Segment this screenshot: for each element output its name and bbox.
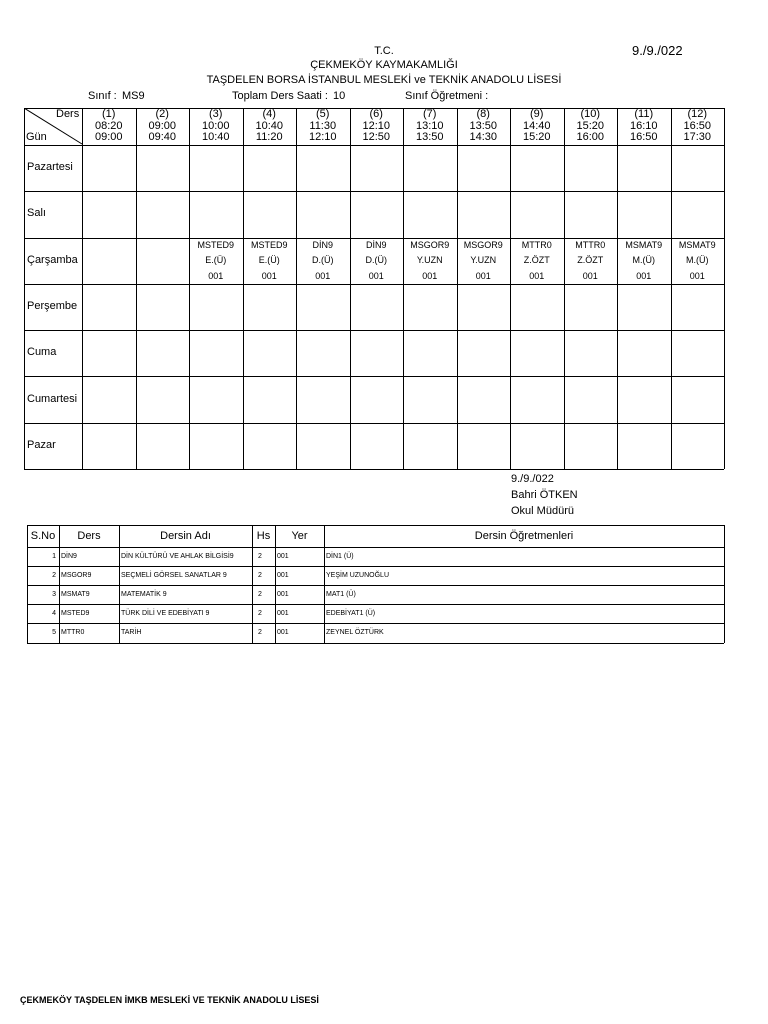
grid-col-line: [243, 108, 244, 469]
period-no: (4): [262, 108, 276, 120]
lesson-code: DİN9: [365, 239, 387, 250]
header-district: ÇEKMEKÖY KAYMAKAMLIĞI: [310, 59, 458, 71]
period-start: 11:30: [309, 119, 337, 132]
grid-col-line: [724, 108, 725, 469]
lesson-teacher: D.(Ü): [312, 255, 334, 266]
info-cell-no: 1: [52, 553, 56, 560]
period-end: 15:20: [522, 131, 551, 143]
footer-school: ÇEKMEKÖY TAŞDELEN İMKB MESLEKİ VE TEKNİK ANADOLU LİSESİ: [20, 995, 319, 1005]
lesson-code: MTTR0: [575, 239, 606, 250]
signature-date: 9./9./022: [511, 473, 554, 485]
header-sno: S.No: [30, 530, 56, 542]
info-row-line: [27, 604, 724, 605]
period-header: [243, 109, 297, 144]
header-yer: Yer: [291, 530, 308, 542]
info-col-line: [27, 525, 28, 643]
lesson-code: MSTED9: [250, 239, 288, 250]
lesson-code: DİN9: [312, 239, 333, 250]
info-cell-name: SEÇMELİ GÖRSEL SANATLAR 9: [121, 572, 227, 579]
header-country: T.C.: [374, 45, 394, 57]
period-no: (11): [634, 108, 654, 120]
lesson-room: 001: [582, 270, 598, 281]
period-header: [510, 109, 564, 144]
info-cell-teacher: DİN1 (Ü): [326, 553, 354, 560]
info-cell-hs: 2: [258, 572, 262, 579]
info-cell-no: 3: [52, 591, 56, 598]
lesson-cell: [671, 238, 725, 285]
lesson-cell: [350, 238, 404, 285]
info-row-line: [27, 585, 724, 586]
info-col-line: [59, 525, 60, 643]
period-header: [136, 109, 190, 144]
day-label: Pazartesi: [27, 161, 73, 174]
grid-row-line: [24, 376, 724, 377]
grid-col-line: [24, 108, 25, 469]
period-start: 10:00: [201, 119, 230, 132]
period-header: [189, 109, 243, 144]
lesson-cell: [189, 238, 243, 285]
period-end: 12:50: [362, 131, 391, 143]
grid-col-line: [82, 108, 83, 469]
grid-col-line: [350, 108, 351, 469]
info-cell-room: 001: [277, 629, 289, 636]
info-cell-code: DİN9: [61, 553, 77, 560]
info-cell-no: 2: [52, 572, 56, 579]
period-header: [617, 109, 671, 144]
lesson-room: 001: [261, 270, 277, 281]
lesson-room: 001: [475, 270, 491, 281]
info-cell-hs: 2: [258, 629, 262, 636]
grid-row-line: [24, 423, 724, 424]
header-ders: Ders: [77, 530, 101, 542]
period-header: [82, 109, 136, 144]
header-date: 9./9./022: [632, 43, 683, 58]
grid-col-line: [136, 108, 137, 469]
period-no: (10): [580, 108, 601, 120]
info-cell-teacher: ZEYNEL ÖZTÜRK: [326, 629, 384, 636]
lesson-teacher: M.(Ü): [632, 255, 655, 266]
info-cell-name: MATEMATİK 9: [121, 591, 167, 598]
day-label: Cumartesi: [27, 392, 78, 405]
class-label: Sınıf :: [88, 90, 117, 102]
info-cell-hs: 2: [258, 553, 262, 560]
lesson-teacher: E.(Ü): [205, 255, 227, 266]
period-start: 13:50: [469, 119, 498, 132]
info-cell-hs: 2: [258, 591, 262, 598]
lesson-cell: [510, 238, 564, 285]
grid-col-line: [403, 108, 404, 469]
lesson-teacher: E.(Ü): [258, 255, 280, 266]
period-header: [671, 109, 725, 144]
lesson-room: 001: [689, 270, 705, 281]
lesson-room: 001: [422, 270, 438, 281]
grid-row-line: [24, 469, 724, 470]
lesson-teacher: Y.UZN: [416, 255, 443, 266]
period-end: 17:30: [683, 131, 712, 143]
period-start: 16:50: [683, 119, 712, 132]
lesson-code: MSMAT9: [678, 239, 716, 250]
signature-title: Okul Müdürü: [511, 505, 574, 517]
period-header: [296, 109, 350, 144]
total-hours-label: Toplam Ders Saati :: [232, 90, 328, 102]
day-label: Perşembe: [27, 300, 78, 312]
info-cell-room: 001: [277, 591, 289, 598]
period-end: 12:10: [308, 131, 337, 143]
period-start: 12:10: [362, 119, 391, 132]
period-header: [457, 109, 511, 144]
grid-col-line: [617, 108, 618, 469]
lesson-teacher: Y.UZN: [470, 255, 497, 266]
lesson-teacher: D.(Ü): [365, 255, 387, 266]
info-cell-code: MSMAT9: [61, 591, 90, 598]
period-end: 13:50: [415, 131, 444, 143]
grid-row-line: [24, 330, 724, 331]
info-cell-name: TARİH: [121, 629, 142, 636]
lesson-teacher: Z.ÖZT: [577, 255, 604, 266]
corner-label-gun: Gün: [26, 131, 47, 143]
info-cell-code: MTTR0: [61, 629, 85, 636]
period-no: (8): [476, 108, 490, 120]
grid-col-line: [296, 108, 297, 469]
period-start: 10:40: [255, 119, 284, 132]
info-cell-code: MSTED9: [61, 610, 90, 617]
schedule-table: [24, 108, 724, 469]
period-no: (2): [155, 108, 169, 120]
period-start: 16:10: [629, 119, 658, 132]
period-end: 16:50: [629, 131, 658, 143]
period-no: (1): [102, 108, 116, 120]
info-col-line: [119, 525, 120, 643]
period-header: [350, 109, 404, 144]
info-row-line: [27, 525, 724, 526]
lesson-cell: [296, 238, 350, 285]
lesson-code: MSMAT9: [625, 239, 663, 250]
info-cell-teacher: EDEBİYAT1 (Ü): [326, 610, 376, 617]
lesson-code: MTTR0: [521, 239, 552, 250]
lesson-teacher: Z.ÖZT: [523, 255, 550, 266]
period-start: 15:20: [576, 119, 605, 132]
info-cell-teacher: MAT1 (Ü): [326, 591, 356, 598]
day-label: Cuma: [27, 346, 57, 359]
lesson-room: 001: [315, 270, 331, 281]
corner-label-ders: Ders: [56, 108, 80, 120]
header-school: TAŞDELEN BORSA İSTANBUL MESLEKİ ve TEKNİK ANADOLU LİSESİ: [206, 74, 562, 86]
info-cell-room: 001: [277, 610, 289, 617]
lesson-room: 001: [368, 270, 384, 281]
lesson-cell: [403, 238, 457, 285]
signature-name: Bahri ÖTKEN: [511, 489, 578, 501]
period-no: (3): [209, 108, 223, 120]
period-header: [564, 109, 618, 144]
info-row-line: [27, 623, 724, 624]
day-label: Salı: [27, 207, 46, 220]
info-col-line: [252, 525, 253, 643]
info-cell-hs: 2: [258, 610, 262, 617]
period-end: 09:00: [94, 131, 123, 143]
total-hours-value: 10: [333, 90, 346, 102]
info-cell-name: TÜRK DİLİ VE EDEBİYATI 9: [121, 610, 210, 617]
info-cell-name: DİN KÜLTÜRÜ VE AHLAK BİLGİSİ9: [121, 553, 234, 560]
lesson-teacher: M.(Ü): [686, 255, 709, 266]
info-cell-room: 001: [277, 553, 289, 560]
header-ogretmenler: Dersin Öğretmenleri: [474, 530, 574, 542]
info-cell-code: MSGOR9: [61, 572, 92, 579]
period-no: (5): [316, 108, 330, 120]
info-cell-teacher: YEŞİM UZUNOĞLU: [326, 572, 390, 579]
lesson-code: MSGOR9: [463, 239, 503, 250]
period-start: 09:00: [148, 119, 177, 132]
info-row-line: [27, 566, 724, 567]
grid-col-line: [564, 108, 565, 469]
period-no: (7): [423, 108, 437, 120]
period-end: 09:40: [148, 131, 177, 143]
period-end: 16:00: [576, 131, 605, 143]
info-cell-no: 4: [52, 610, 56, 617]
info-col-line: [275, 525, 276, 643]
period-start: 08:20: [94, 119, 123, 132]
info-col-line: [724, 525, 725, 643]
period-no: (6): [369, 108, 383, 120]
lesson-code: MSGOR9: [410, 239, 450, 250]
lesson-room: 001: [208, 270, 224, 281]
day-label: Pazar: [27, 438, 56, 451]
period-no: (12): [687, 108, 708, 120]
lesson-cell: [617, 238, 671, 285]
period-end: 11:20: [255, 131, 283, 143]
course-info-table: [27, 525, 724, 643]
lesson-cell: [564, 238, 618, 285]
lesson-room: 001: [636, 270, 652, 281]
lesson-cell: [457, 238, 511, 285]
class-value: MS9: [122, 90, 145, 102]
period-no: (9): [530, 108, 544, 120]
period-start: 14:40: [522, 119, 551, 132]
grid-col-line: [189, 108, 190, 469]
grid-row-line: [24, 145, 724, 146]
grid-col-line: [510, 108, 511, 469]
period-header: [403, 109, 457, 144]
info-cell-no: 5: [52, 629, 56, 636]
info-col-line: [324, 525, 325, 643]
class-teacher-label: Sınıf Öğretmeni :: [405, 90, 489, 102]
day-label: Çarşamba: [27, 253, 78, 266]
grid-row-line: [24, 191, 724, 192]
lesson-code: MSTED9: [197, 239, 234, 250]
period-start: 13:10: [415, 119, 444, 132]
info-cell-room: 001: [277, 572, 289, 579]
grid-col-line: [671, 108, 672, 469]
lesson-cell: [243, 238, 297, 285]
period-end: 10:40: [201, 131, 230, 143]
header-dersin-adi: Dersin Adı: [160, 530, 211, 542]
grid-col-line: [457, 108, 458, 469]
lesson-room: 001: [529, 270, 545, 281]
info-row-line: [27, 547, 724, 548]
info-row-line: [27, 643, 724, 644]
header-hs: Hs: [256, 530, 271, 542]
period-end: 14:30: [469, 131, 498, 143]
